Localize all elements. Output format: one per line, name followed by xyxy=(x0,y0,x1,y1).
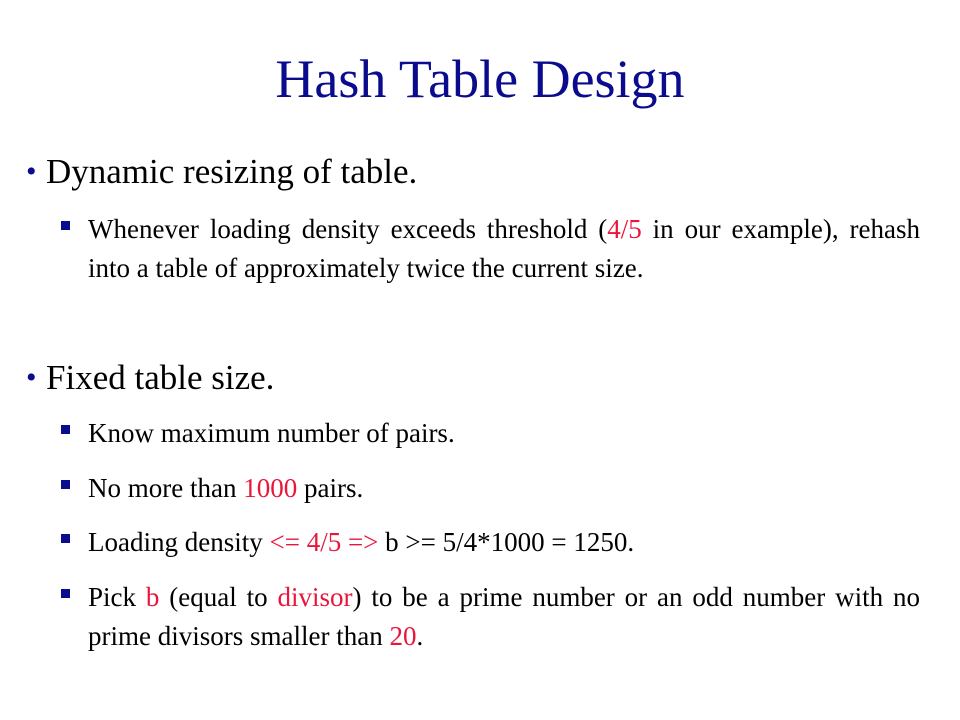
highlight-inequality: <= 4/5 => xyxy=(269,527,379,557)
bullet-dot-icon: • xyxy=(26,155,37,188)
square-bullet-icon xyxy=(61,425,70,434)
square-bullet-icon xyxy=(61,589,70,598)
highlight-1000: 1000 xyxy=(243,473,298,503)
highlight-20: 20 xyxy=(389,621,417,651)
subitem-text: Loading density xyxy=(88,527,270,557)
subitem-text: No more than xyxy=(88,473,244,503)
subitem-text: Whenever loading density exceeds threshold ( xyxy=(88,214,608,244)
subitem-text: ) to be a prime number or an odd number with no prime divisors smaller than xyxy=(88,582,920,651)
highlight-divisor: divisor xyxy=(277,582,353,612)
square-bullet-icon xyxy=(61,534,70,543)
subitem-text: pairs. xyxy=(297,473,364,503)
subitem-text: in our example), rehash into a table of approximately twice the current size. xyxy=(88,214,921,283)
square-bullet-icon xyxy=(61,480,70,489)
subitem-text: b >= 5/4*1000 = 1250. xyxy=(378,527,635,557)
subitem-loading-density xyxy=(88,523,920,562)
bullet-dynamic-resizing xyxy=(26,152,418,192)
square-bullet-icon xyxy=(61,221,70,230)
subitem-text: Know maximum number of pairs. xyxy=(88,418,455,448)
subitem-rehash-threshold xyxy=(88,210,920,288)
bullet-dot-icon: • xyxy=(26,361,37,394)
slide-title: Hash Table Design xyxy=(275,49,685,109)
bullet-text: Fixed table size. xyxy=(46,358,275,397)
subitem-no-more-than xyxy=(88,469,920,508)
subitem-know-max xyxy=(88,414,920,453)
bullet-fixed-size xyxy=(26,358,275,398)
subitem-text: (equal to xyxy=(159,582,278,612)
subitem-text: Pick xyxy=(88,582,146,612)
bullet-text: Dynamic resizing of table. xyxy=(46,152,418,191)
highlight-b: b xyxy=(145,582,160,612)
subitem-text: . xyxy=(416,621,424,651)
subitem-pick-b xyxy=(88,578,920,656)
highlight-threshold: 4/5 xyxy=(607,214,642,244)
